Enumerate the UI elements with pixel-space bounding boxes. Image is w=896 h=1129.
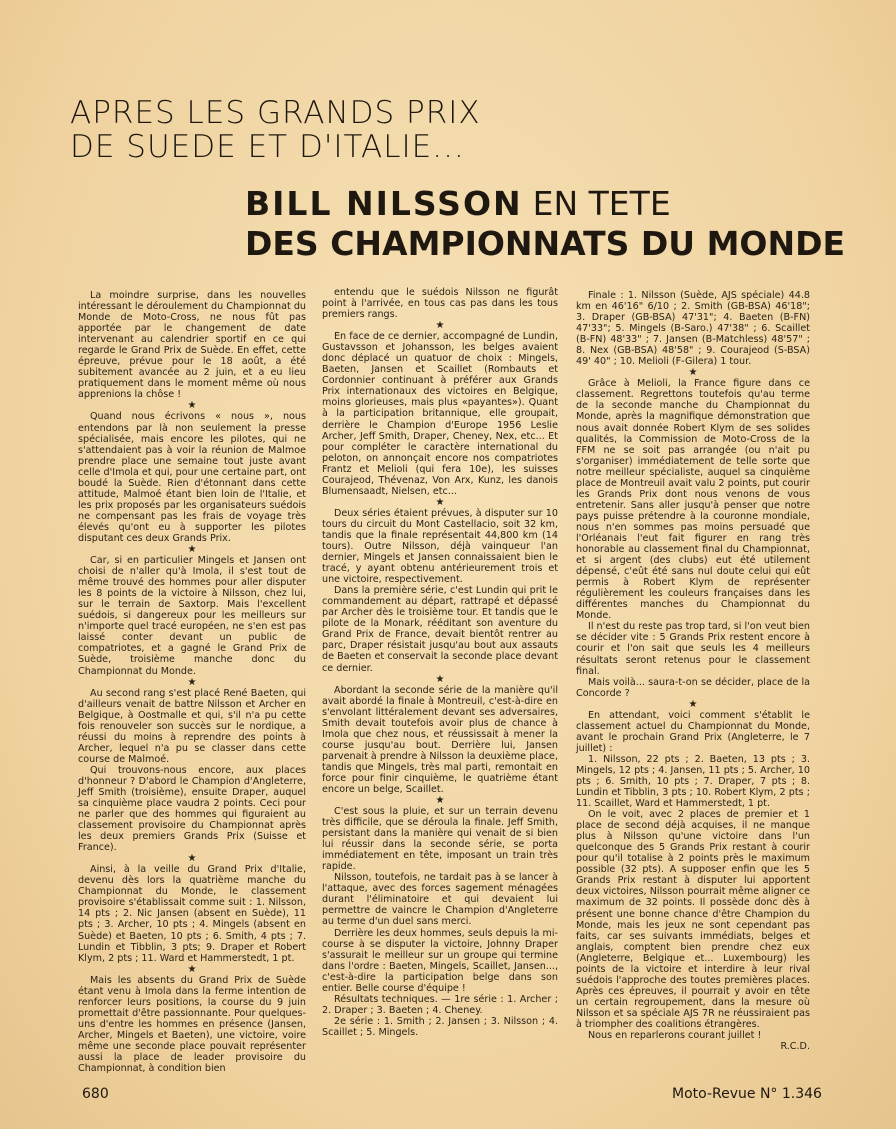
- article-column-1: [78, 290, 306, 1074]
- paragraph: La moindre surprise, dans les nouvelles intéressant le déroulement du Championnat du Monde de Moto-Cross, ne nous fût pas apportée par le changement de date intervenant au calendrier sportif en ce qui regarde le Grand Prix de Suède. En effet, cette épreuve, prévue pour le 18 août, a été subitement avancée au 2 juin, et a eu lieu pratiquement dans le moment même où nous apprenions la chôse !: [78, 290, 306, 401]
- headline-line-2: DE SUEDE ET D'ITALIE...: [70, 129, 465, 165]
- paragraph: Nous en reparlerons courant juillet !: [588, 1030, 762, 1042]
- article-column-2: [322, 287, 558, 1038]
- star-separator: ★: [187, 544, 197, 556]
- results-series-2: 2e série : 1. Smith ; 2. Jansen ; 3. Nilsson ; 4. Scaillet ; 5. Mingels.: [322, 1015, 558, 1038]
- star-separator: ★: [187, 963, 197, 975]
- paragraph: En face de ce dernier, accompagné de Lundin, Gustavsson et Johansson, les belges avaient donc déplacé un quatuor de choix : Mingels, Baeten, Jansen et Scaillet (Rombauts et Cordonnier continuant à préférer aux Grands Prix internationaux des victoires en Belgique, moins glorieuses, mais plus «payantes»). Quant à la participation britannique, elle groupait, derrière le Champion d'Europe 1956 Leslie Archer, Jeff Smith, Draper, Cheney, Nex, etc... Et pour compléter le caractère international du peloton, on annonçait encore nos compatriotes Frantz et Melioli (qui fera 10e), les suisses Courajeod, Thévenaz, Von Arx, Kunz, les danois Blumensaadt, Nielsen, etc...: [322, 331, 558, 497]
- magazine-issue: Moto-Revue N° 1.346: [672, 1086, 822, 1102]
- paragraph: Abordant la seconde série de la manière qu'il avait abordé la finale à Montreuil, c'est-à-dire en s'envolant littéralement devant ses adversaires, Smith devait toutefois avoir plus de chance à Imola que chez nous, et réussissait à mener la course jusqu'au bout. Derrière lui, Jansen parvenait à prendre à Nilsson la deuxième place, tandis que Mingels, très mal parti, remontait en force pour finir cinquième, le quatrième étant encore un belge, Scaillet.: [322, 684, 558, 795]
- star-separator: ★: [187, 853, 197, 865]
- star-separator: ★: [688, 698, 698, 710]
- paragraph: Ainsi, à la veille du Grand Prix d'Italie, devenu dès lors la quatrième manche du Championnat du Monde, le classement provisoire s'établissait comme suit : 1. Nilsson, 14 pts ; 2. Nic Jansen (absent en Suède), 11 pts ; 3. Archer, 10 pts ; 4. Mingels (absent en Suède) et Baeten, 10 pts ; 6. Smith, 4 pts ; 7. Lundin et Tibblin, 3 pts; 9. Draper et Robert Klym, 2 pts ; 11. Ward et Hammerstedt, 1 pt.: [78, 864, 306, 964]
- headline-line-1: APRES LES GRANDS PRIX: [70, 95, 481, 131]
- results-finale: Finale : 1. Nilsson (Suède, AJS spéciale) 44.8 km en 46'16" 6/10 ; 2. Smith (GB-BSA) 46'18"; 3. Draper (GB-BSA) 47'31"; 4. Baeten (B-FN) 47'33"; 5. Mingels (B-Saro.) 47'38" ; 6. Scaillet (B-FN) 48'33" ; 7. Jansen (B-Matchless) 48'57" ; 8. Nex (GB-BSA) 48'58" ; 9. Courajeod (S-BSA) 49' 40" ; 10. Melioli (F-Gilera) 1 tour.: [576, 290, 810, 368]
- star-separator: ★: [435, 795, 445, 807]
- paragraph: En attendant, voici comment s'établit le classement actuel du Championnat du Monde, avant le prochain Grand Prix (Angleterre, le 7 juillet) :: [576, 709, 810, 754]
- paragraph: Quand nous écrivons « nous », nous entendons par là non seulement la presse spécialisée, mais encore les pilotes, qui ne s'attendaient pas à voir la réunion de Malmoe prendre place une semaine tout juste avant celle d'Imola et qui, pour une certaine part, ont boudé la Suède. Rien d'étonnant dans cette attitude, Malmoé étant bien loin de l'Italie, et les prix proposés par les organisateurs suédois ne compensant pas les frais de voyage très élevés qu'ont eu à supporter les pilotes disputant ces deux Grands Prix.: [78, 411, 306, 544]
- paragraph: Au second rang s'est placé René Baeten, qui d'ailleurs venait de battre Nilsson et Archer en Belgique, à Oostmalle et qui, s'il n'a pu cette fois renouveler son succès sur le nordique, a réussi du moins à reprendre des points à Archer, lequel n'a pu se classer dans cette course de Malmoé.: [78, 687, 306, 765]
- headline-en-tete: EN TETE: [532, 184, 671, 223]
- paragraph: entendu que le suédois Nilsson ne figurât point à l'arrivée, en tous cas pas dans les tous premiers rangs.: [322, 287, 558, 321]
- paragraph: Grâce à Melioli, la France figure dans ce classement. Regrettons toutefois qu'au terme de la seconde manche du Championnat du Monde, après la magnifique démonstration que nous avait donnée Robert Klym de ses solides qualités, la Commission de Moto-Cross de la FFM ne se soit pas arrangée (ou n'ait pu s'organiser) immédiatement de telle sorte que notre meilleur spécialiste, auquel sa cinquième place de Montreuil avait valu 2 points, put courir les Grands Prix dont nous venons de vous entretenir. Sans aller jusqu'à penser que notre pays puisse prétendre à la couronne mondiale, nous n'en sommes pas moins persuadé que l'Orléanais l'eut fait figurer en rang très honorable au classement final du Championnat, et si argent (des clubs) eut été utilement dépensé, c'eût été sans nul doute celui qui eût permis à Robert Klym de représenter régulièrement les couleurs françaises dans les différentes manches du Championnat du Monde.: [576, 378, 810, 622]
- paragraph: On le voit, avec 2 places de premier et 1 place de second déjà acquises, il ne manque plus à Nilsson qu'une victoire dans l'un quelconque des 5 Grands Prix restant à courir pour qu'il totalise à 2 points près le maximum possible (32 pts). A supposer enfin que les 5 Grands Prix restant à disputer lui apportent deux victoires, Nilsson pourrait même aligner ce maximum de 32 points. Il possède donc dès à présent une bonne chance d'être Champion du Monde, mais les jeux ne sont cependant pas faits, car ses suivants immédiats, belges et anglais, comptent bien prendre chez eux (Angleterre, Belgique et... Luxembourg) les points de la victoire et interdire à leur rival suédois l'approche des toutes premières places. Après ces épreuves, il pourrait y avoir en tête un certain regroupement, dans la mesure où Nilsson et sa spéciale AJS 7R ne réussiraient pas à triompher des coalitions étrangères.: [576, 809, 810, 1030]
- paragraph: Qui trouvons-nous encore, aux places d'honneur ? D'abord le Champion d'Angleterre, Jeff Smith (troisième), ensuite Draper, auquel sa cinquième place vaudra 2 points. Ceci pour ne parler que des hommes qui figuraient au classement provisoire du Championnat après les deux premiers Grands Prix (Suisse et France).: [78, 764, 306, 854]
- standings-list: 1. Nilsson, 22 pts ; 2. Baeten, 13 pts ; 3. Mingels, 12 pts ; 4. Jansen, 11 pts ; 5. Archer, 10 pts ; 6. Smith, 10 pts ; 7. Draper, 7 pts ; 8. Lundin et Tibblin, 3 pts ; 10. Robert Klym, 2 pts ; 11. Scaillet, Ward et Hammerstedt, 1 pt.: [576, 753, 810, 810]
- star-separator: ★: [435, 320, 445, 332]
- paragraph: Nilsson, toutefois, ne tardait pas à se lancer à l'attaque, avec des forces sagement ménagées durant l'éliminatoire et qui devaient lui permettre de vaincre le Champion d'Angleterre au terme d'un duel sans merci.: [322, 872, 558, 928]
- star-separator: ★: [187, 676, 197, 688]
- paragraph: Il n'est du reste pas trop tard, si l'on veut bien se décider vite : 5 Grands Prix restent encore à courir et l'on sait que seuls les 4 meilleurs résultats seront retenus pour le classement final.: [576, 621, 810, 677]
- paragraph: C'est sous la pluie, et sur un terrain devenu très difficile, que se déroula la finale. Jeff Smith, persistant dans la manière qui venait de si bien lui réussir dans la seconde série, se porta immédiatement en tête, imposant un train très rapide.: [322, 806, 558, 873]
- headline-main: [245, 184, 671, 224]
- paragraph: Car, si en particulier Mingels et Jansen ont choisi de n'aller qu'à Imola, il s'est tout de même trouvé des hommes pour aller disputer les 8 points de la victoire à Nilsson, chez lui, sur le terrain de Saxtorp. Mais l'excellent suédois, si dangereux pour les meilleurs sur n'importe quel tracé européen, ne s'en est pas laissé conter devant un public de compatriotes, et a gagné le Grand Prix de Suède, troisième manche donc du Championnat du Monde.: [78, 555, 306, 677]
- paragraph: Derrière les deux hommes, seuls depuis la mi-course à se disputer la victoire, Johnny Draper s'assurait le meilleur sur un groupe qui termine dans l'ordre : Baeten, Mingels, Scaillet, Jansen..., c'est-à-dire la participation belge dans son entier. Belle course d'équipe !: [322, 927, 558, 994]
- paragraph: Dans la première série, c'est Lundin qui prit le commandement au départ, rattrapé et dépassé par Archer dès le troisième tour. Et tandis que le pilote de la Monark, rééditant son aventure du Grand Prix de France, devait bientôt rentrer au parc, Draper résistait jusqu'au bout aux assauts de Baeten et conservait la seconde place devant ce dernier.: [322, 585, 558, 674]
- star-separator: ★: [435, 673, 445, 685]
- paragraph: Deux séries étaient prévues, à disputer sur 10 tours du circuit du Mont Castellacio, soit 32 km, tandis que la finale représentait 44,800 km (14 tours). Outre Nilsson, déjà vainqueur l'an dernier, Mingels et Jansen connaissaient bien le tracé, y ayant obtenu antérieurement trois et une victoire, respectivement.: [322, 507, 558, 586]
- author-signature: R.C.D.: [780, 1041, 810, 1053]
- paragraph: Mais les absents du Grand Prix de Suède étant venu à Imola dans la ferme intention de renforcer leurs positions, la course du 9 juin promettait d'être passionnante. Pour quelques-uns d'entre les hommes en présence (Jansen, Archer, Mingels et Baeten), une victoire, voire même une seconde place pouvait représenter aussi la place de leader provisoire du Championnat, à condition bien: [78, 974, 306, 1075]
- star-separator: ★: [435, 496, 445, 508]
- headline-rider-name: BILL NILSSON: [245, 184, 523, 223]
- star-separator: ★: [187, 400, 197, 412]
- results-series-1: Résultats techniques. — 1re série : 1. Archer ; 2. Draper ; 3. Baeten ; 4. Cheney.: [322, 993, 558, 1016]
- article-column-3: [576, 290, 810, 1052]
- headline-line-4: DES CHAMPIONNATS DU MONDE: [245, 224, 846, 263]
- paragraph: Mais voilà... saura-t-on se décider, place de la Concorde ?: [576, 676, 810, 699]
- star-separator: ★: [688, 367, 698, 379]
- headline-block: [70, 95, 846, 263]
- page-number: 680: [82, 1086, 109, 1102]
